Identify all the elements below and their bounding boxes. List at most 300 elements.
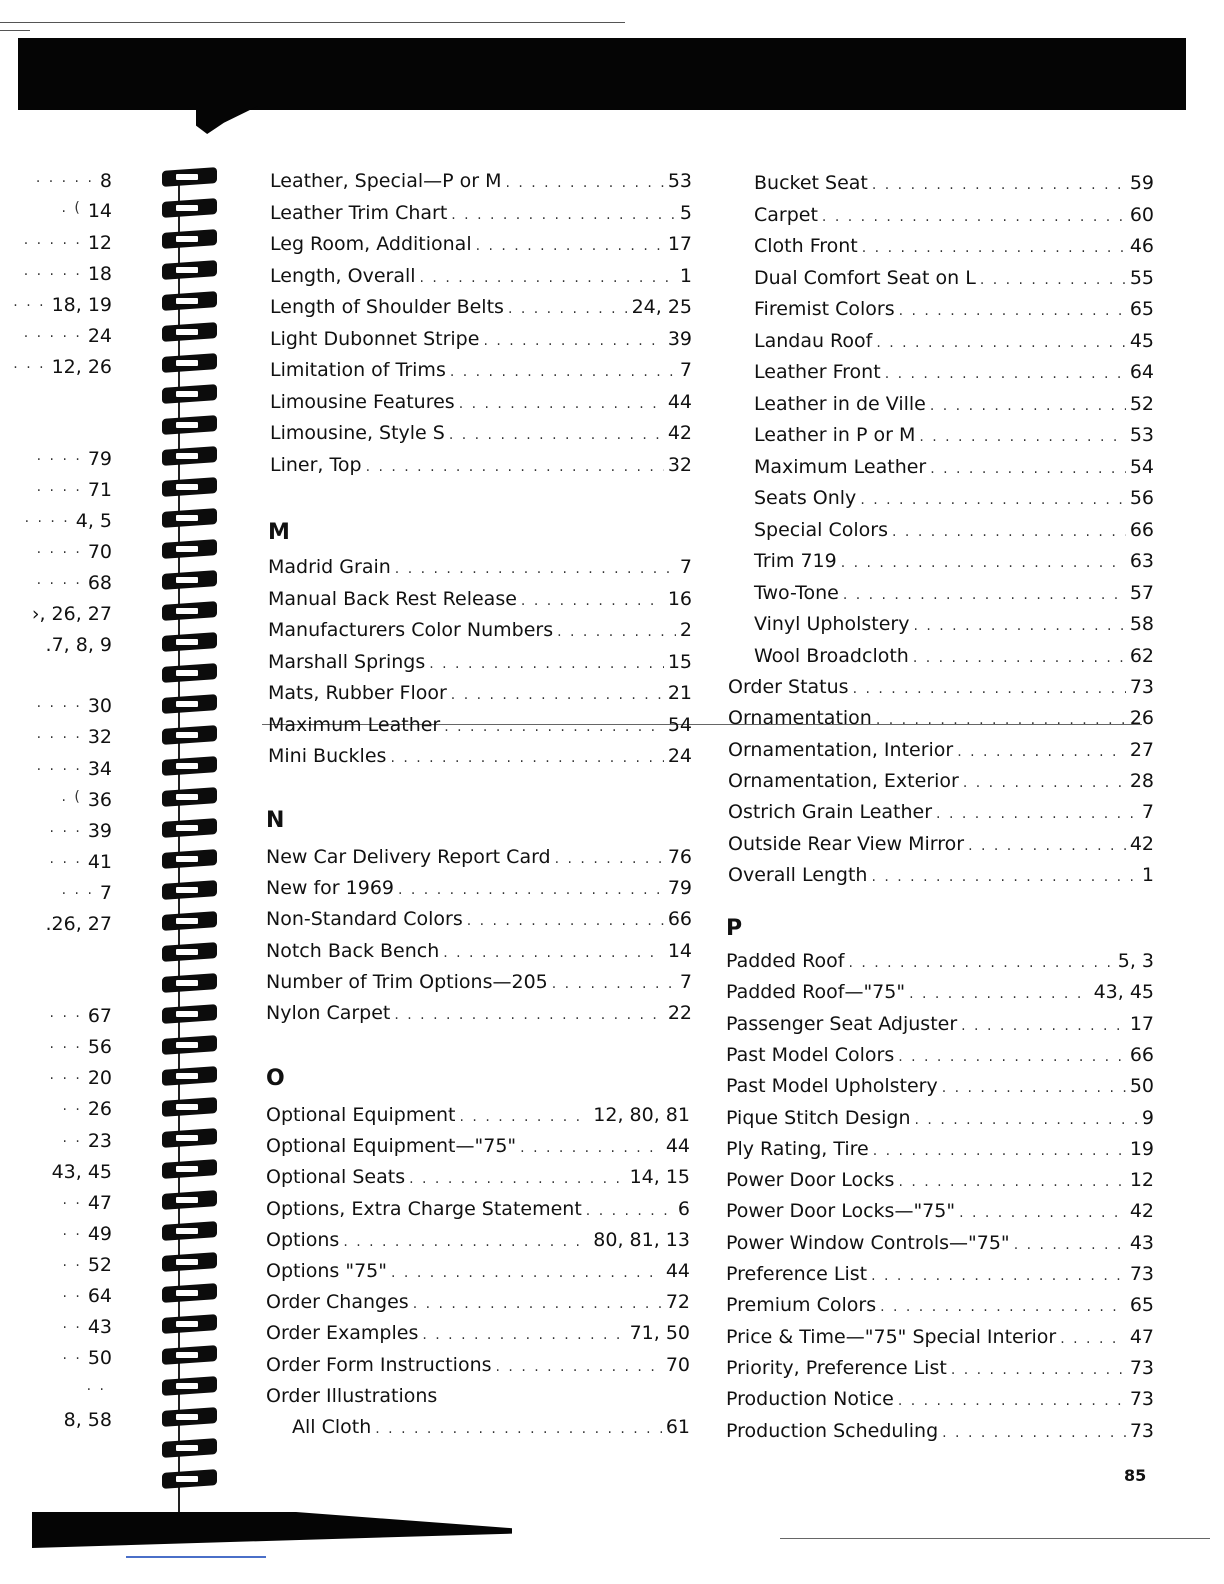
entry-term: Cloth Front [754,235,858,257]
fragment-dots: . . . [61,882,94,898]
entry-page-ref: 44 [667,390,692,413]
entry-page-ref: 14, 15 [629,1166,690,1189]
fragment-page-ref: 64 [87,1285,112,1307]
entry-page-ref: 24, 25 [631,296,692,318]
index-entry [726,1232,1154,1258]
index-entry [726,1044,1154,1070]
entry-page-ref: 14 [667,939,692,962]
left-fragment [18,1192,112,1214]
left-fragment [18,913,112,935]
dot-leader [508,301,628,317]
dot-leader [395,561,676,577]
entry-page-ref: 12 [1129,1169,1154,1192]
index-entry [270,265,692,291]
left-fragment [18,263,112,285]
fragment-dots: . . . [49,1036,82,1052]
entry-term: Dual Comfort Seat on L [754,266,976,289]
spiral-ring [152,817,222,839]
entry-term: Optional Equipment—"75" [266,1135,517,1158]
entry-page-ref: 63 [1129,550,1154,572]
entry-page-ref: 59 [1129,172,1154,194]
fragment-page-ref: 30 [87,695,112,717]
entry-term: Liner, Top [270,453,362,476]
entry-page-ref: 21 [667,682,692,704]
dot-leader [449,427,664,443]
entry-term: New Car Delivery Report Card [266,846,551,868]
entry-page-ref: 43 [1129,1231,1154,1254]
fragment-dots: . . [62,1130,82,1146]
left-fragment [18,1254,112,1276]
entry-page-ref: 5 [679,201,692,224]
entry-page-ref: 42 [667,422,692,444]
entry-term: Maximum Leather [754,455,927,478]
dot-leader [853,681,1126,697]
index-entry [266,846,692,872]
spiral-ring [152,724,222,746]
spiral-ring [152,1375,222,1397]
dot-leader [460,1109,590,1125]
dot-leader [872,177,1126,193]
entry-page-ref: 7 [1141,801,1154,824]
fragment-page-ref: 70 [87,541,112,563]
entry-term: Marshall Springs [268,650,426,673]
fragment-dots: . . . . [36,758,82,774]
entry-term: Mini Buckles [268,745,387,767]
fragment-page-ref: 47 [87,1192,112,1214]
dot-leader [420,270,676,286]
entry-term: Ornamentation [728,707,872,730]
index-entry [268,651,692,677]
spiral-ring [152,1127,222,1149]
fragment-page-ref: 4, 5 [75,510,112,532]
index-entry [754,550,1154,576]
spiral-ring [152,631,222,653]
dot-leader [467,913,664,929]
left-fragment [18,1036,112,1058]
dot-leader [848,955,1113,971]
index-entry [754,361,1154,387]
spiral-ring [152,1003,222,1025]
left-fragment [18,695,112,717]
spiral-ring [152,1437,222,1459]
index-entry [754,298,1154,324]
dot-leader [892,524,1126,540]
dot-leader [885,366,1126,382]
entry-page-ref: 6 [677,1197,690,1220]
index-entry [292,1416,690,1442]
index-entry [266,1354,690,1380]
index-entry [266,1166,690,1192]
index-entry [726,1138,1154,1164]
entry-term: Past Model Colors [726,1043,895,1066]
dot-leader [555,851,664,867]
fragment-page-ref: 41 [87,851,112,873]
spiral-ring [152,538,222,560]
index-entry [268,745,692,771]
fragment-page-ref: 36 [87,789,112,811]
entry-term: Nylon Carpet [266,1002,391,1024]
fragment-page-ref: 14 [87,200,112,222]
fragment-page-ref: 43 [87,1316,112,1338]
entry-term: Landau Roof [754,329,873,352]
dot-leader [843,587,1126,603]
entry-term: Leather Trim Chart [270,201,448,224]
entry-page-ref: 65 [1129,298,1154,320]
dot-leader [459,396,664,412]
dot-leader [520,1140,662,1156]
spiral-ring [152,1034,222,1056]
entry-term: All Cloth [292,1416,372,1438]
spiral-ring [152,445,222,467]
entry-term: Options [266,1228,340,1251]
entry-term: Production Notice [726,1388,894,1411]
dot-leader [586,1203,674,1219]
entry-term: Premium Colors [726,1294,877,1317]
dot-leader [557,624,676,640]
entry-term: Price & Time—"75" Special Interior [726,1325,1057,1348]
dot-leader [343,1234,589,1250]
entry-term: Manufacturers Color Numbers [268,619,554,641]
spiral-ring [152,755,222,777]
entry-term: Non-Standard Colors [266,908,463,931]
index-entry [754,330,1154,356]
dot-leader [909,986,1089,1002]
index-entry [726,950,1154,976]
entry-page-ref: 17 [1129,1012,1154,1035]
dot-leader [496,1359,662,1375]
index-entry [266,1291,690,1317]
fragment-dots: . . . . [36,448,82,464]
entry-term: Manual Back Rest Release [268,587,517,610]
left-fragment [18,1161,112,1183]
dot-leader [398,882,664,898]
index-entry [270,328,692,354]
index-entry [270,170,692,196]
entry-page-ref: 64 [1129,361,1154,383]
dot-leader [898,1049,1126,1065]
left-fragment [18,1378,112,1394]
entry-term: Leather in de Ville [754,392,926,415]
entry-page-ref: 50 [1129,1075,1154,1098]
entry-term: Limousine, Style S [270,422,445,444]
dot-leader [451,207,676,223]
index-entry [266,971,692,997]
spiral-ring [152,1468,222,1490]
spiral-ring [152,259,222,281]
left-fragment [18,1316,112,1338]
fragment-dots: . . . [49,1005,82,1021]
entry-page-ref: 73 [1129,1356,1154,1379]
index-entry [726,1420,1154,1446]
fragment-page-ref: 7 [99,882,112,904]
spiral-ring [152,1158,222,1180]
spiral-ring [152,383,222,405]
fragment-page-ref: 34 [87,758,112,780]
index-entry [270,391,692,417]
dot-leader [444,719,664,735]
left-fragment [18,1409,112,1431]
dot-leader [876,712,1126,728]
entry-page-ref: 7 [679,359,692,381]
entry-term: Leather Front [754,361,881,383]
index-entry [726,1169,1154,1195]
spiral-ring [152,910,222,932]
index-entry [266,1135,690,1161]
header-black-bar [18,38,1186,110]
fragment-dots: . . . . [36,726,82,742]
entry-term: Ply Rating, Tire [726,1137,869,1160]
left-fragment [18,448,112,470]
index-entry [266,1104,690,1130]
fragment-dots: . . . [13,294,46,310]
index-entry [268,714,692,740]
entry-term: Options, Extra Charge Statement [266,1197,582,1220]
entry-page-ref: 27 [1129,738,1154,761]
dot-leader [898,1393,1126,1409]
index-entry [266,940,692,966]
dot-leader [930,398,1126,414]
entry-term: Optional Seats [266,1166,406,1189]
index-entry [754,456,1154,482]
index-entry [754,204,1154,230]
index-entry [266,877,692,903]
index-entry [726,1107,1154,1133]
page-number: 85 [1124,1466,1147,1485]
left-fragment [18,479,112,501]
fragment-page-ref: 56 [87,1036,112,1058]
entry-term: Past Model Upholstery [726,1075,938,1098]
entry-term: Carpet [754,203,818,226]
index-entry [266,908,692,934]
entry-term: Preference List [726,1263,868,1285]
entry-page-ref: 15 [667,650,692,673]
scan-edge-line [0,22,625,23]
entry-page-ref: 45 [1129,329,1154,352]
entry-page-ref: 61 [665,1416,690,1438]
fragment-dots: . . . . [36,695,82,711]
fragment-page-ref: 50 [87,1347,112,1369]
section-heading-o: O [266,1066,285,1091]
entry-term: Light Dubonnet Stripe [270,327,480,350]
entry-page-ref: 16 [667,587,692,610]
entry-term: Order Form Instructions [266,1353,492,1376]
entry-term: Madrid Grain [268,556,391,578]
entry-page-ref: 1 [679,264,692,287]
entry-term: Firemist Colors [754,298,895,320]
index-entry [754,487,1154,513]
entry-term: Special Colors [754,518,889,541]
scan-edge-line [780,1538,1210,1539]
entry-page-ref: 66 [667,908,692,931]
entry-page-ref: 19 [1129,1137,1154,1160]
entry-page-ref: 42 [1129,1200,1154,1223]
dot-leader [980,272,1126,288]
section-heading-p: P [726,916,743,941]
index-entry [270,454,692,480]
entry-page-ref: 73 [1129,1388,1154,1411]
entry-page-ref: 60 [1129,203,1154,226]
index-entry [726,1013,1154,1039]
entry-term: Ornamentation, Exterior [728,769,959,792]
index-entry [754,582,1154,608]
index-entry [268,556,692,582]
spiral-ring [152,848,222,870]
entry-term: Power Door Locks [726,1169,895,1192]
dot-leader [919,429,1125,445]
left-fragment [18,1285,112,1307]
spiral-ring [152,507,222,529]
fragment-page-ref: 8, 58 [63,1409,112,1431]
dot-leader [873,1143,1126,1159]
left-fragment [18,572,112,594]
spiral-ring [152,693,222,715]
entry-page-ref: 58 [1129,613,1154,635]
entry-page-ref: 73 [1129,676,1154,698]
entry-term: Maximum Leather [268,713,441,736]
dot-leader [862,240,1126,256]
dot-leader [413,1296,662,1312]
index-entry [728,833,1154,859]
dot-leader [375,1421,662,1437]
entry-term: Limousine Features [270,390,455,413]
dot-leader [942,1080,1126,1096]
fragment-page-ref: 24 [87,325,112,347]
index-entry [726,1075,1154,1101]
entry-page-ref: 62 [1129,644,1154,667]
dot-leader [443,945,664,961]
index-entry [270,359,692,385]
entry-term: New for 1969 [266,877,394,900]
entry-term: Optional Equipment [266,1104,456,1126]
scan-edge-line [0,30,30,31]
entry-page-ref: 76 [667,846,692,868]
entry-term: Power Window Controls—"75" [726,1231,1010,1254]
fragment-page-ref: .7, 8, 9 [45,634,112,656]
entry-page-ref: 9 [1141,1106,1154,1129]
entry-term: Leg Room, Additional [270,233,472,255]
dot-leader [390,750,663,766]
fragment-dots: . . [62,1254,82,1270]
dot-leader [451,687,664,703]
entry-page-ref: 52 [1129,392,1154,415]
index-entry [754,645,1154,671]
entry-page-ref: 73 [1129,1263,1154,1285]
entry-term: Mats, Rubber Floor [268,682,447,704]
left-fragment [13,294,112,316]
spiral-ring [152,414,222,436]
index-entry [270,422,692,448]
spiral-binding [152,166,226,1496]
entry-term: Limitation of Trims [270,359,446,381]
entry-page-ref: 7 [679,970,692,993]
dot-leader [957,744,1126,760]
spiral-ring [152,476,222,498]
left-fragment [18,820,112,842]
entry-term: Two-Tone [754,581,839,604]
fragment-page-ref: 26 [87,1098,112,1120]
entry-page-ref: 66 [1129,1043,1154,1066]
entry-term: Priority, Preference List [726,1356,947,1379]
fragment-page-ref: 79 [87,448,112,470]
entry-term: Bucket Seat [754,172,868,194]
spiral-ring [152,166,222,188]
index-entry [726,1263,1154,1289]
entry-page-ref: 47 [1129,1325,1154,1348]
left-fragment [18,200,112,222]
index-entry [754,613,1154,639]
entry-page-ref: 79 [667,877,692,900]
fragment-page-ref: 18 [87,263,112,285]
scan-edge-mark [126,1556,266,1558]
left-fragment [18,541,112,563]
footer-black-bar [32,1512,512,1548]
index-entry [728,739,1154,765]
spiral-ring [152,600,222,622]
fragment-dots: . . . [13,356,46,372]
section-heading-m: M [268,520,290,545]
entry-term: Leather in P or M [754,424,916,446]
left-fragment [18,634,112,656]
dot-leader [913,618,1125,634]
index-entry [266,1322,690,1348]
dot-leader [476,238,664,254]
fragment-page-ref: 18, 19 [51,294,112,316]
fragment-dots: . . . [49,1067,82,1083]
section-heading-n: N [266,808,285,833]
index-entry [726,981,1154,1007]
entry-page-ref: 2 [679,619,692,641]
entry-page-ref: 66 [1129,518,1154,541]
entry-term: Order Changes [266,1291,409,1314]
index-entry [754,424,1154,450]
left-fragment [18,1130,112,1152]
left-fragment [18,170,112,192]
entry-page-ref: 24 [667,745,692,767]
index-entry [754,519,1154,545]
entry-page-ref: 7 [679,556,692,578]
spiral-ring [152,1344,222,1366]
fragment-dots: . . . . [36,541,82,557]
fragment-dots: . ( [61,789,82,805]
fragment-dots: . . [62,1347,82,1363]
index-entry [726,1357,1154,1383]
entry-term: Length, Overall [270,264,416,287]
index-entry [726,1294,1154,1320]
entry-page-ref: 72 [665,1291,690,1314]
entry-term: Production Scheduling [726,1419,939,1442]
fragment-page-ref: 32 [87,726,112,748]
dot-leader [552,976,676,992]
fragment-page-ref: 67 [87,1005,112,1027]
entry-term: Padded Roof—"75" [726,981,906,1004]
entry-page-ref: 44 [665,1260,690,1282]
entry-term: Padded Roof [726,950,845,972]
left-fragment [18,325,112,347]
fragment-page-ref: 49 [87,1223,112,1245]
fragment-dots: . . [62,1223,82,1239]
spiral-ring [152,1220,222,1242]
entry-page-ref: 43, 45 [1093,981,1154,1004]
spiral-ring [152,321,222,343]
entry-term: Trim 719 [754,550,837,572]
entry-page-ref: 46 [1129,235,1154,257]
fragment-page-ref: .26, 27 [45,913,112,935]
entry-page-ref: 70 [665,1353,690,1376]
fragment-dots: . . . [49,851,82,867]
fragment-page-ref: ›, 26, 27 [31,603,112,625]
fragment-dots: . . [62,1098,82,1114]
entry-term: Number of Trim Options—205 [266,970,548,993]
